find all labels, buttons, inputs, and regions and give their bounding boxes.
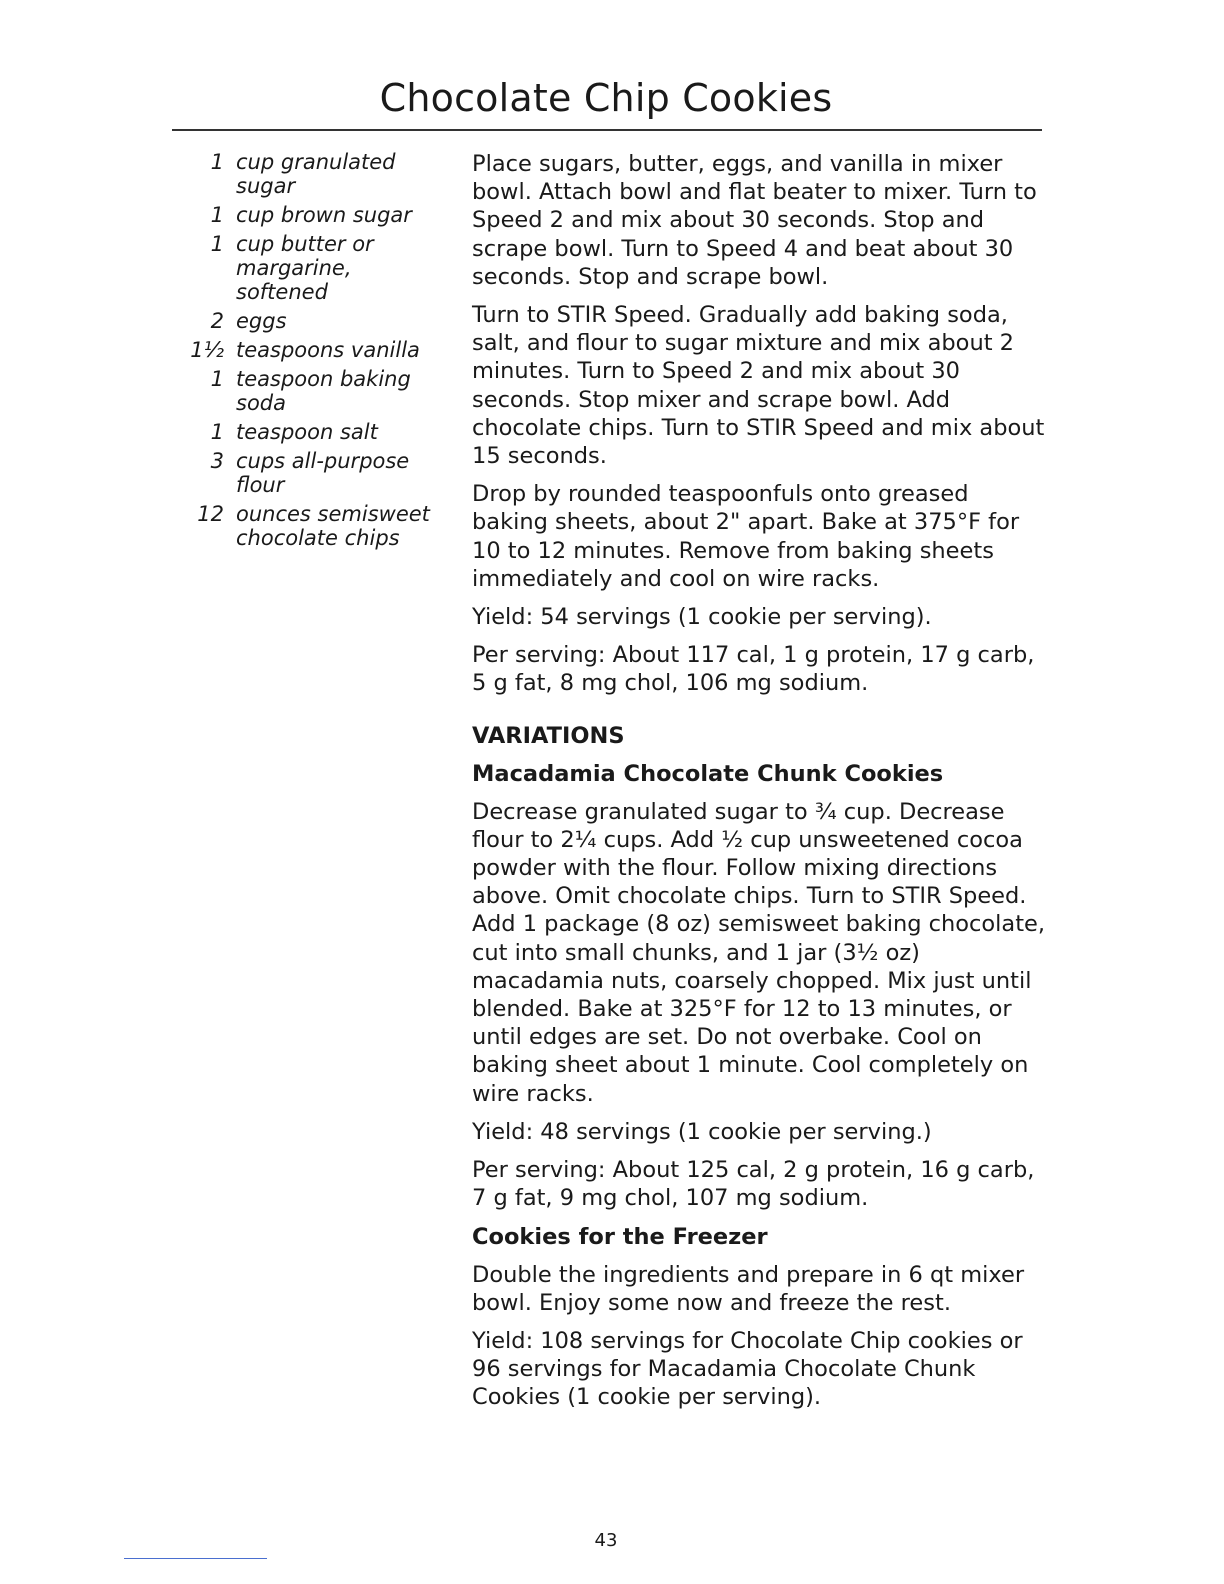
ingredient-name: teaspoons vanilla — [236, 338, 420, 362]
direction-paragraph: Place sugars, butter, eggs, and vanilla in mixer bowl. Attach bowl and flat beater to mixer. Turn to Speed 2 and mix about 30 seconds. Stop and scrape bowl. Turn to Speed 4 and beat about 30 seconds. Stop and scrape bowl. — [472, 151, 1037, 290]
yield-text: Yield: 54 servings (1 cookie per serving). — [472, 604, 932, 631]
ingredient-item — [180, 367, 440, 415]
freezer-text: Double the ingredients and prepare in 6 qt mixer bowl. Enjoy some now and freeze the rest. — [472, 1261, 1025, 1316]
freezer-heading: Cookies for the Freezer — [472, 1223, 768, 1250]
title-divider — [172, 129, 1042, 131]
ingredient-name: teaspoon salt — [236, 420, 378, 444]
ingredient-item — [180, 420, 440, 444]
ingredient-name: eggs — [236, 309, 287, 333]
ingredient-item — [180, 232, 440, 304]
ingredient-item — [180, 502, 440, 550]
direction-paragraph: Drop by rounded teaspoonfuls onto greased baking sheets, about 2" apart. Bake at 375°F for 10 to 12 minutes. Remove from baking sheets immediately and cool on wire racks. — [472, 481, 1020, 592]
ingredient-name: cup brown sugar — [236, 203, 412, 227]
ingredient-name: teaspoon baking soda — [236, 367, 411, 415]
ingredient-quantity: 1 — [210, 150, 224, 174]
macadamia-yield: Yield: 48 servings (1 cookie per serving.) — [472, 1118, 932, 1145]
ingredient-name: ounces semisweet chocolate chips — [236, 502, 430, 550]
ingredient-quantity: 1 — [210, 420, 224, 444]
ingredient-list — [180, 150, 440, 555]
variations-heading: VARIATIONS — [472, 722, 625, 749]
ingredient-item — [180, 309, 440, 333]
macadamia-text: Decrease granulated sugar to ¾ cup. Decrease flour to 2¼ cups. Add ½ cup unsweetened cocoa powder with the flour. Follow mixing directions above. Omit chocolate chips. Turn to STIR Speed. Add 1 package (8 oz) semisweet baking chocolate, cut into small chunks, and 1 jar (3½ oz) macadamia nuts, coarsely chopped. Mix just until blended. Bake at 325°F for 12 to 13 minutes, or until edges are set. Do not overbake. Cool on baking sheet about 1 minute. Cool completely on wire racks. — [472, 798, 1046, 1107]
macadamia-nutrition: Per serving: About 125 cal, 2 g protein, 16 g carb, 7 g fat, 9 mg chol, 107 mg sodium. — [472, 1157, 1035, 1212]
ingredient-name: cup granulated sugar — [236, 150, 396, 198]
page-number: 43 — [594, 1530, 618, 1551]
footer-line — [124, 1558, 267, 1559]
ingredient-item — [180, 203, 440, 227]
ingredient-name: cup butter or margarine, softened — [236, 232, 374, 304]
freezer-yield: Yield: 108 servings for Chocolate Chip cookies or 96 servings for Macadamia Chocolate Chunk Cookies (1 cookie per serving). — [472, 1327, 1023, 1411]
ingredient-item — [180, 338, 440, 362]
ingredient-item — [180, 150, 440, 198]
macadamia-heading: Macadamia Chocolate Chunk Cookies — [472, 760, 944, 787]
ingredient-quantity: 2 — [210, 309, 224, 333]
ingredient-quantity: 1 — [210, 367, 224, 391]
page-title: Chocolate Chip Cookies — [379, 76, 833, 120]
ingredient-name: cups all-purpose flour — [236, 449, 410, 497]
nutrition-text: Per serving: About 117 cal, 1 g protein, 17 g carb, 5 g fat, 8 mg chol, 106 mg sodium. — [472, 642, 1035, 697]
direction-paragraph: Turn to STIR Speed. Gradually add baking soda, salt, and flour to sugar mixture and mix about 2 minutes. Turn to Speed 2 and mix about 30 seconds. Stop mixer and scrape bowl. Add chocolate chips. Turn to STIR Speed and mix about 15 seconds. — [472, 302, 1045, 470]
ingredient-quantity: 1 — [210, 203, 224, 227]
ingredient-quantity: 1½ — [190, 338, 224, 362]
ingredient-quantity: 3 — [210, 449, 224, 473]
ingredient-item — [180, 449, 440, 497]
recipe-content — [472, 150, 1047, 1422]
ingredient-quantity: 12 — [197, 502, 224, 526]
ingredient-quantity: 1 — [210, 232, 224, 256]
